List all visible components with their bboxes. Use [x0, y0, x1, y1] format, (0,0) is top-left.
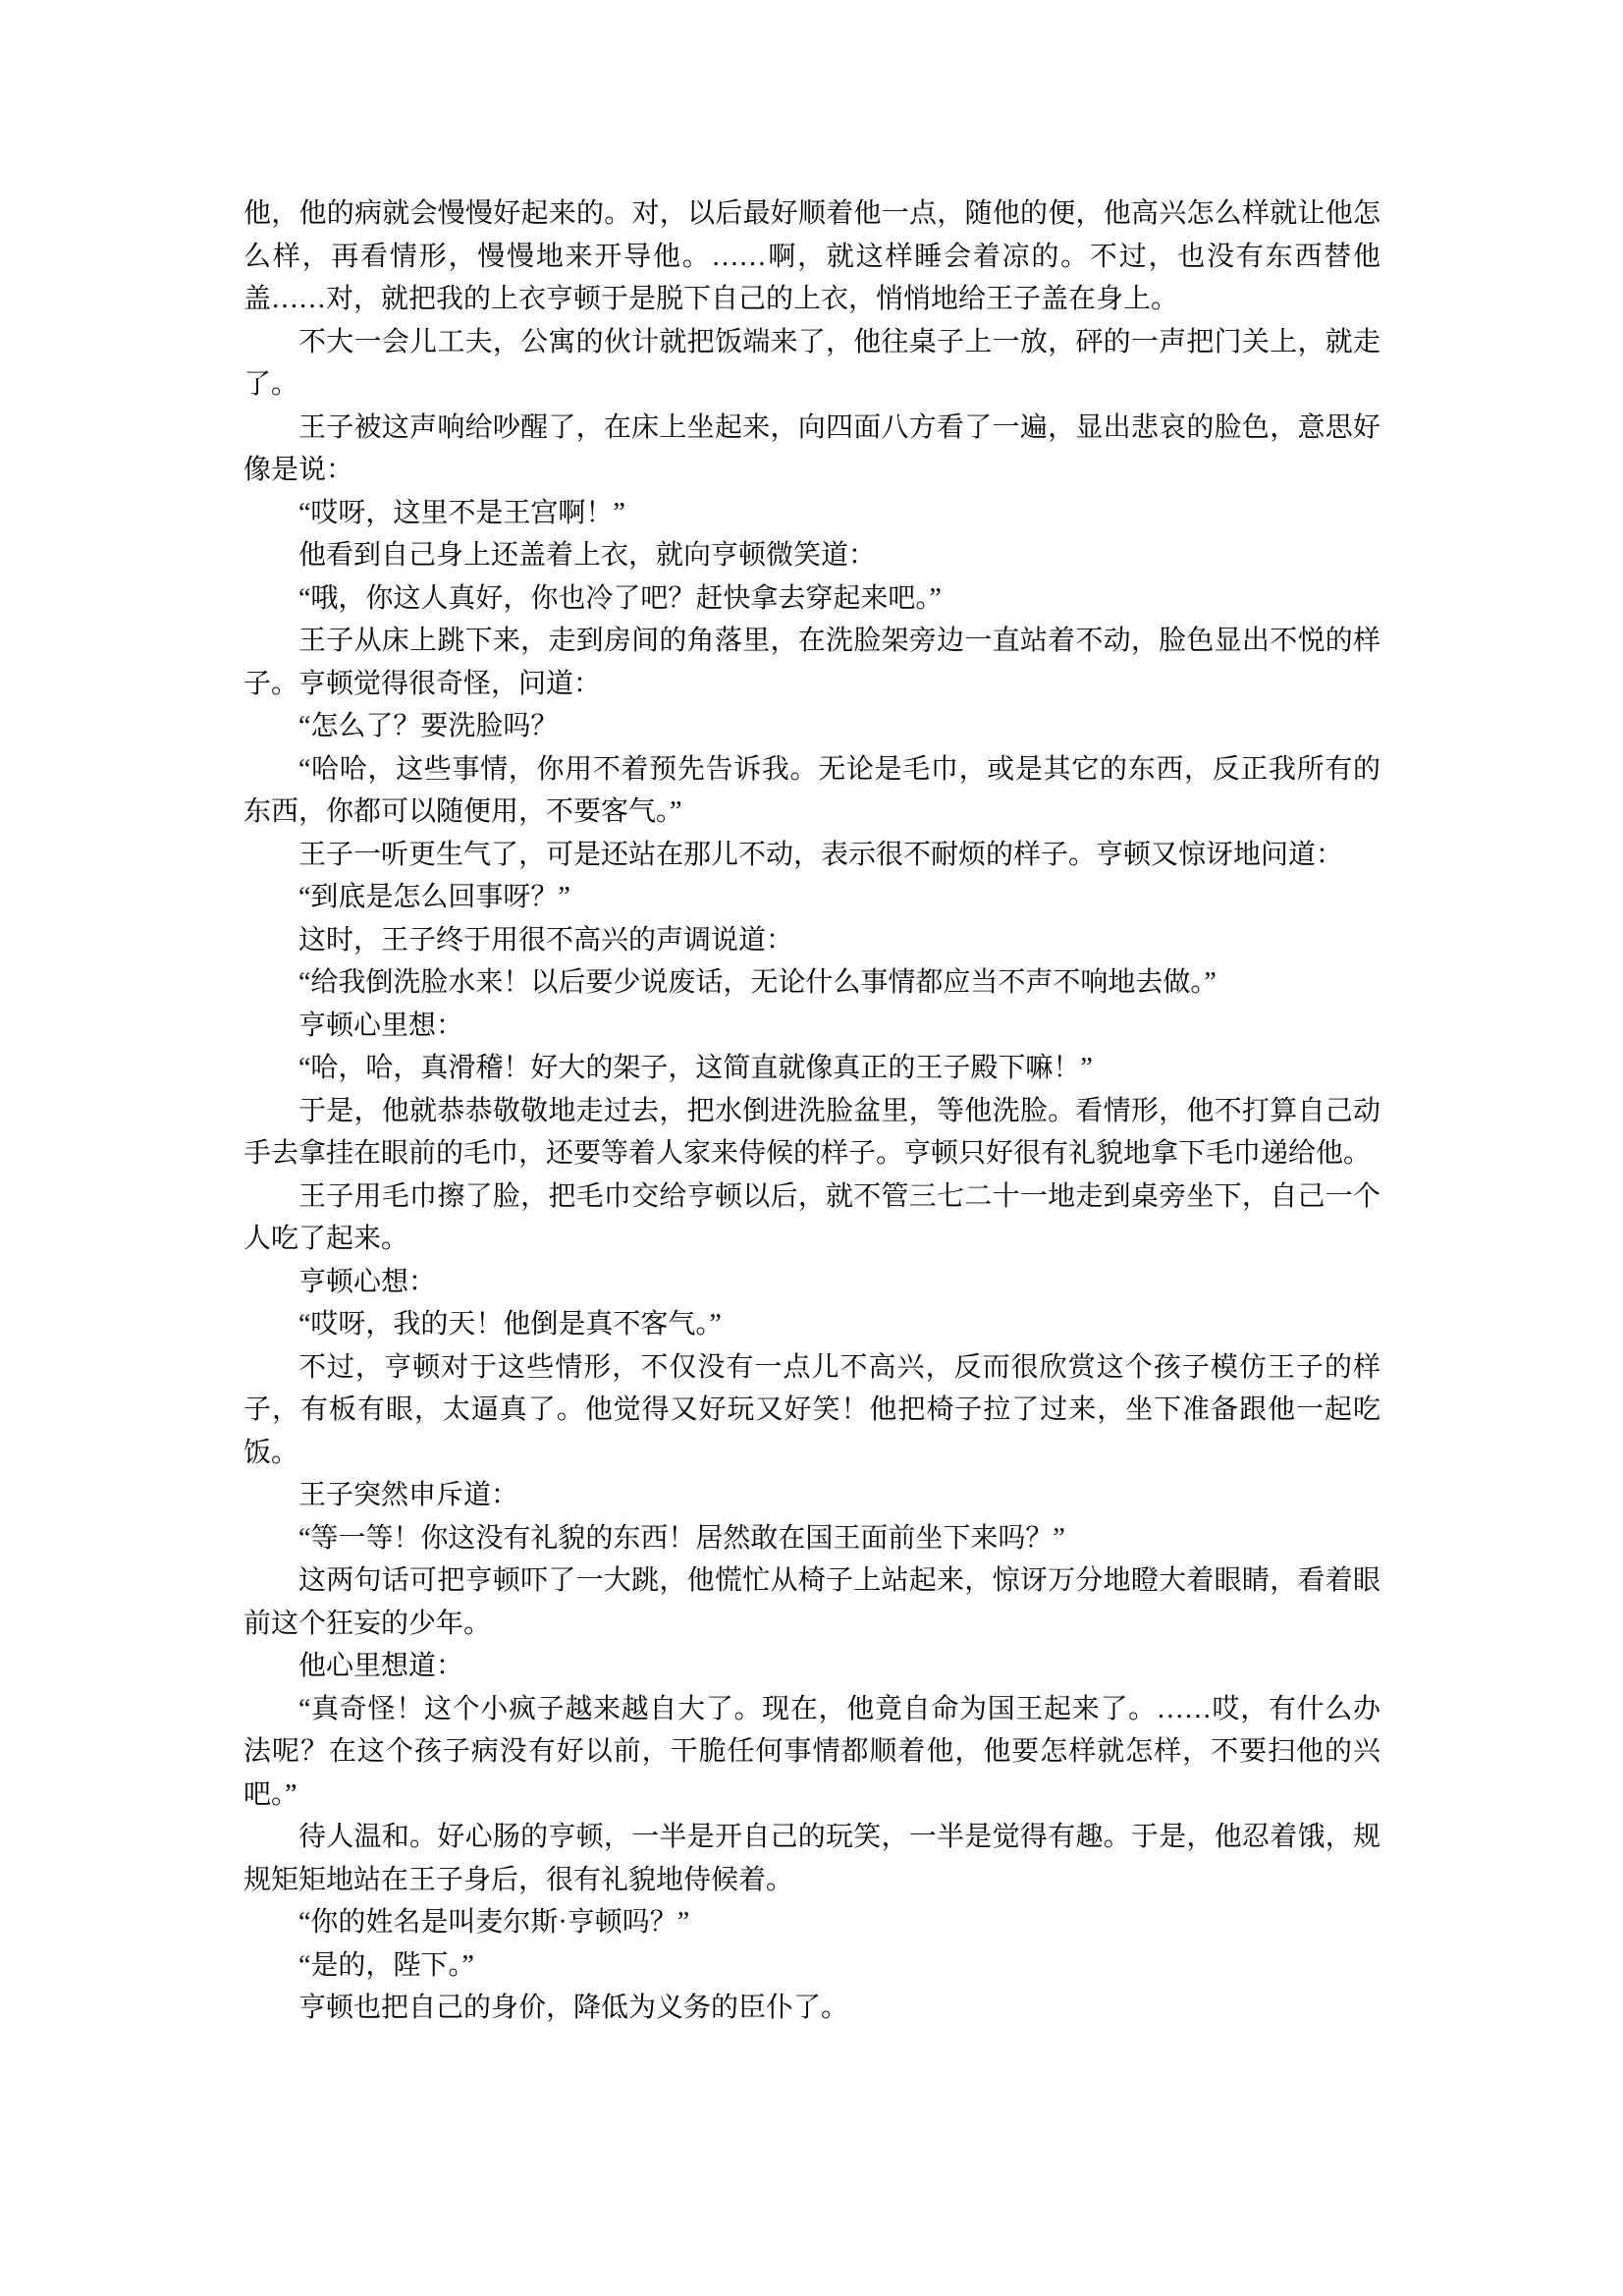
paragraph: “给我倒洗脸水来！以后要少说废话，无论什么事情都应当不声不响地去做。” — [298, 967, 1217, 998]
paragraph: “是的，陛下。” — [298, 1949, 474, 1981]
paragraph: “哈哈，这些事情，你用不着预先告诉我。无论是毛巾，或是其它的东西，反正我所有的东西，你都可以随便用，不要客气。” — [243, 753, 1380, 827]
paragraph: 王子从床上跳下来，走到房间的角落里，在洗脸架旁边一直站着不动，脸色显出不悦的样子。亨顿觉得很奇怪，问道： — [243, 626, 1380, 699]
paragraph: 他看到自己身上还盖着上衣，就向亨顿微笑道： — [298, 540, 877, 571]
paragraph: 待人温和。好心肠的亨顿，一半是开自己的玩笑，一半是觉得有趣。于是，他忍着饿，规规矩矩地站在王子身后，很有礼貌地侍候着。 — [243, 1822, 1380, 1895]
paragraph: 亨顿心里想： — [298, 1010, 464, 1041]
paragraph: 不过，亨顿对于这些情形，不仅没有一点儿不高兴，反而很欣赏这个孩子模仿王子的样子，有板有眼，太逼真了。他觉得又好玩又好笑！他把椅子拉了过来，坐下准备跟他一起吃饭。 — [243, 1351, 1380, 1468]
document-body — [243, 192, 1380, 2030]
paragraph: 这两句话可把亨顿吓了一大跳，他慌忙从椅子上站起来，惊讶万分地瞪大着眼睛，看着眼前这个狂妄的少年。 — [243, 1565, 1380, 1639]
paragraph: 王子突然申斥道： — [298, 1480, 519, 1510]
paragraph: “等一等！你这没有礼貌的东西！居然敢在国王面前坐下来吗？” — [298, 1522, 1065, 1554]
paragraph: “真奇怪！这个小疯子越来越自大了。现在，他竟自命为国王起来了。……哎，有什么办法呢？在这个孩子病没有好以前，干脆任何事情都顺着他，他要怎样就怎样，不要扫他的兴吧。” — [243, 1693, 1380, 1810]
paragraph: 他，他的病就会慢慢好起来的。对，以后最好顺着他一点，随他的便，他高兴怎么样就让他怎么样，再看情形，慢慢地来开导他。……啊，就这样睡会着凉的。不过，也没有东西替他盖……对，就把我的上衣亨顿于是脱下自己的上衣，悄悄地给王子盖在身上。 — [243, 198, 1380, 314]
paragraph: 于是，他就恭恭敬敬地走过去，把水倒进洗脸盆里，等他洗脸。看情形，他不打算自己动手去拿挂在眼前的毛巾，还要等着人家来侍候的样子。亨顿只好很有礼貌地拿下毛巾递给他。 — [243, 1095, 1380, 1169]
paragraph: “哎呀，我的天！他倒是真不客气。” — [298, 1309, 722, 1339]
paragraph: “到底是怎么回事呀？” — [298, 882, 570, 912]
paragraph: 他心里想道： — [298, 1651, 464, 1681]
paragraph: 王子一听更生气了，可是还站在那儿不动，表示很不耐烦的样子。亨顿又惊讶地问道： — [298, 839, 1344, 870]
paragraph: 亨顿心想： — [298, 1266, 437, 1297]
paragraph: 王子用毛巾擦了脸，把毛巾交给亨顿以后，就不管三七二十一地走到桌旁坐下，自己一个人吃了起来。 — [243, 1180, 1380, 1254]
paragraph: 这时，王子终于用很不高兴的声调说道： — [298, 924, 794, 956]
paragraph: 王子被这声响给吵醒了，在床上坐起来，向四面八方看了一遍，显出悲哀的脸色，意思好像是说： — [243, 411, 1380, 485]
paragraph: “你的姓名是叫麦尔斯·亨顿吗？” — [298, 1907, 690, 1938]
paragraph: 不大一会儿工夫，公寓的伙计就把饭端来了，他往桌子上一放，砰的一声把门关上，就走了。 — [243, 326, 1380, 400]
paragraph: “哎呀，这里不是王宫啊！” — [298, 497, 625, 528]
paragraph: “哦，你这人真好，你也冷了吧？赶快拿去穿起来吧。” — [298, 582, 942, 614]
paragraph: “哈，哈，真滑稽！好大的架子，这简直就像真正的王子殿下嘛！” — [298, 1053, 1093, 1083]
paragraph: “怎么了？要洗脸吗？ — [298, 711, 559, 741]
paragraph: 亨顿也把自己的身价，降低为义务的臣仆了。 — [298, 1993, 849, 2023]
